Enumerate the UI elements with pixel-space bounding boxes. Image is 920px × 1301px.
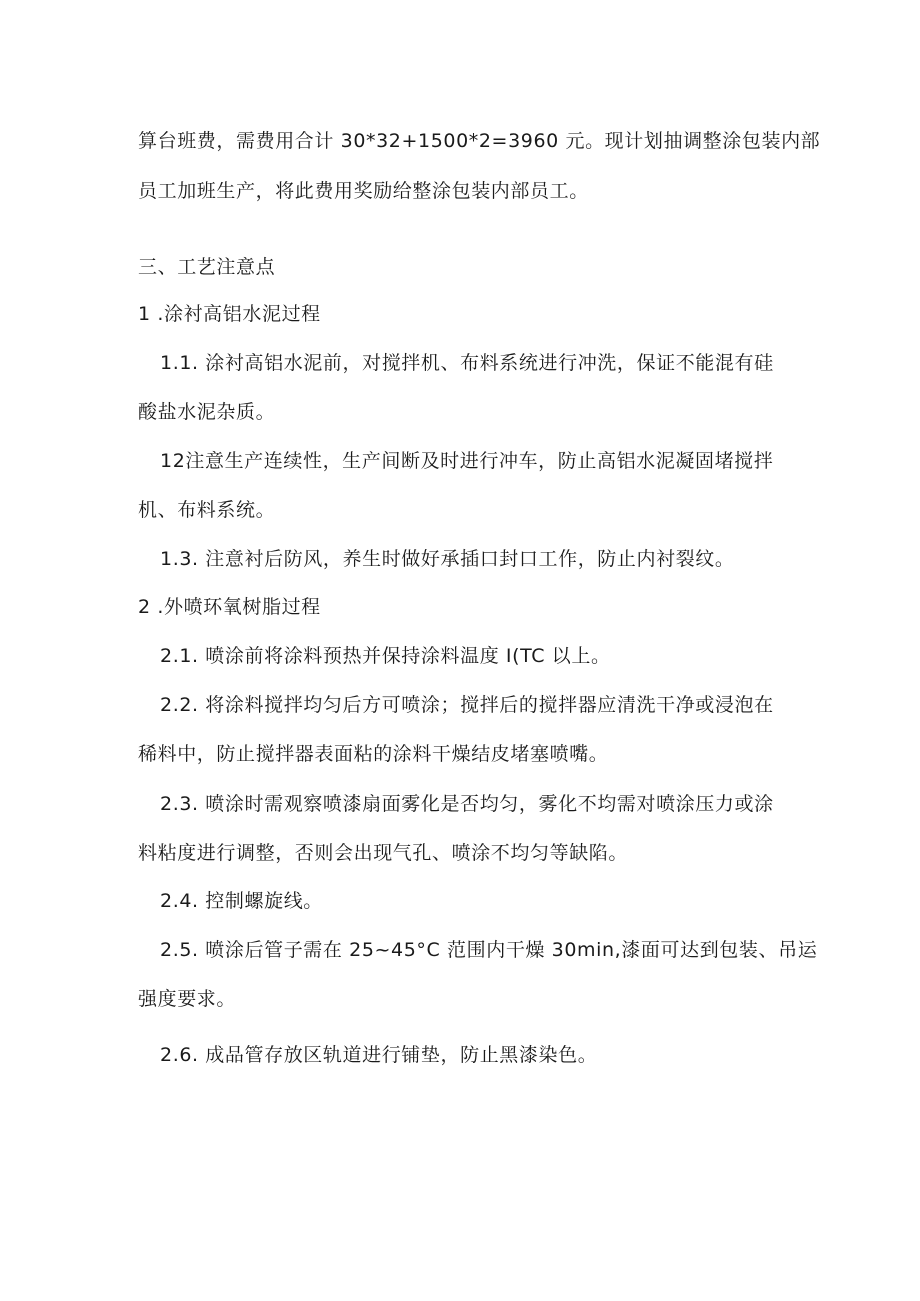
item-2-6: 2.6. 成品管存放区轨道进行铺垫，防止黑漆染色。 bbox=[160, 1044, 598, 1066]
item-1-3: 1.3. 注意衬后防风，养生时做好承插口封口工作，防止内衬裂纹。 bbox=[160, 548, 735, 570]
subsection-heading-2: 2 .外喷环氧树脂过程 bbox=[138, 596, 321, 618]
item-2-2-line-2: 稀料中，防止搅拌器表面粘的涂料干燥结皮堵塞喷嘴。 bbox=[138, 743, 609, 765]
paragraph-cost-line-2: 员工加班生产，将此费用奖励给整涂包装内部员工。 bbox=[138, 180, 589, 202]
item-1-1-line-1: 1.1. 涂衬高铝水泥前，对搅拌机、布料系统进行冲洗，保证不能混有硅 bbox=[160, 352, 774, 374]
item-1-2-line-2: 机、布料系统。 bbox=[138, 499, 276, 521]
item-2-5-line-1: 2.5. 喷涂后管子需在 25~45°C 范围内干燥 30min,漆面可达到包装、吊运 bbox=[160, 939, 818, 961]
item-2-1: 2.1. 喷涂前将涂料预热并保持涂料温度 I(TC 以上。 bbox=[160, 645, 611, 667]
paragraph-cost-line-1: 算台班费，需费用合计 30*32+1500*2=3960 元。现计划抽调整涂包装内部 bbox=[138, 130, 821, 152]
item-2-4: 2.4. 控制螺旋线。 bbox=[160, 890, 323, 912]
section-heading: 三、工艺注意点 bbox=[138, 256, 276, 278]
item-1-1-line-2: 酸盐水泥杂质。 bbox=[138, 401, 276, 423]
subsection-heading-1: 1 .涂衬高铝水泥过程 bbox=[138, 303, 321, 325]
item-1-2-line-1: 12注意生产连续性，生产间断及时进行冲车，防止高铝水泥凝固堵搅拌 bbox=[160, 450, 774, 472]
item-2-3-line-2: 料粘度进行调整，否则会出现气孔、喷涂不均匀等缺陷。 bbox=[138, 842, 629, 864]
item-2-3-line-1: 2.3. 喷涂时需观察喷漆扇面雾化是否均匀，雾化不均需对喷涂压力或涂 bbox=[160, 793, 774, 815]
item-2-5-line-2: 强度要求。 bbox=[138, 988, 237, 1010]
item-2-2-line-1: 2.2. 将涂料搅拌均匀后方可喷涂；搅拌后的搅拌器应清洗干净或浸泡在 bbox=[160, 694, 774, 716]
